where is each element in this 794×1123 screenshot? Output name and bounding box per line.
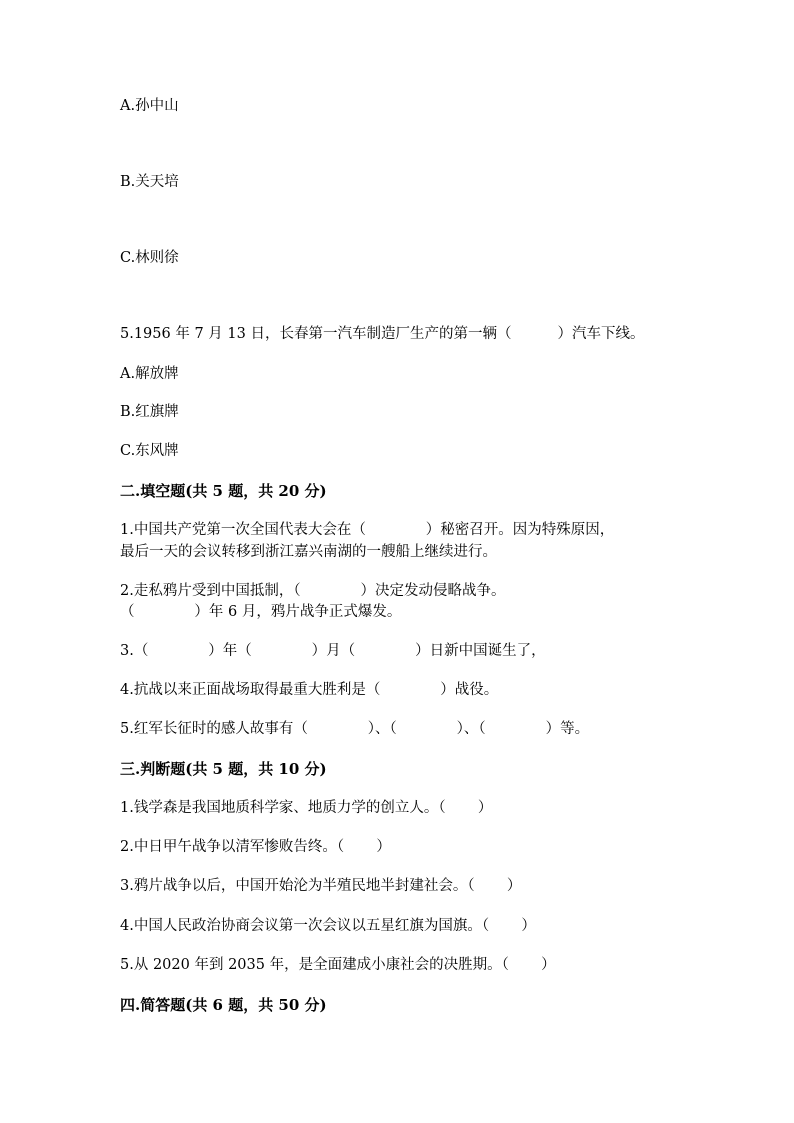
fill-q3: 3.（ ）年（ ）月（ ）日新中国诞生了， [120, 643, 546, 659]
judge-q4: 4.中国人民政治协商会议第一次会议以五星红旗为国旗。（ ） [120, 918, 536, 934]
fill-q5: 5.红军长征时的感人故事有（ ）、（ ）、（ ）等。 [120, 721, 590, 737]
fill-q4: 4.抗战以来正面战场取得最重大胜利是（ ）战役。 [120, 682, 499, 698]
q4-option-c: C.林则徐 [120, 250, 179, 266]
judge-q3: 3.鸦片战争以后，中国开始沦为半殖民地半封建社会。（ ） [120, 878, 522, 894]
judge-q1: 1.钱学森是我国地质科学家、地质力学的创立人。（ ） [120, 800, 493, 816]
q5-stem: 5.1956 年 7 月 13 日，长春第一汽车制造厂生产的第一辆（ ）汽车下线。 [120, 326, 645, 342]
section3-heading: 三.判断题(共 5 题，共 10 分) [120, 760, 327, 778]
q4-option-b: B.关天培 [120, 174, 179, 190]
fill-q1-line1: 1.中国共产党第一次全国代表大会在（ ）秘密召开。因为特殊原因， [120, 522, 615, 538]
judge-q5: 5.从 2020 年到 2035 年，是全面建成小康社会的决胜期。（ ） [120, 957, 556, 973]
q4-option-a: A.孙中山 [120, 98, 179, 114]
q5-option-c: C.东风牌 [120, 443, 179, 459]
section2-heading: 二.填空题(共 5 题，共 20 分) [120, 482, 327, 500]
section4-heading: 四.简答题(共 6 题，共 50 分) [120, 996, 327, 1014]
q5-option-b: B.红旗牌 [120, 404, 179, 420]
q5-option-a: A.解放牌 [120, 366, 179, 382]
fill-q2-line2: （ ）年 6 月，鸦片战争正式爆发。 [120, 604, 402, 620]
judge-q2: 2.中日甲午战争以清军惨败告终。（ ） [120, 839, 391, 855]
fill-q1-line2: 最后一天的会议转移到浙江嘉兴南湖的一艘船上继续进行。 [120, 544, 497, 560]
fill-q2-line1: 2.走私鸦片受到中国抵制，（ ）决定发动侵略战争。 [120, 583, 506, 599]
